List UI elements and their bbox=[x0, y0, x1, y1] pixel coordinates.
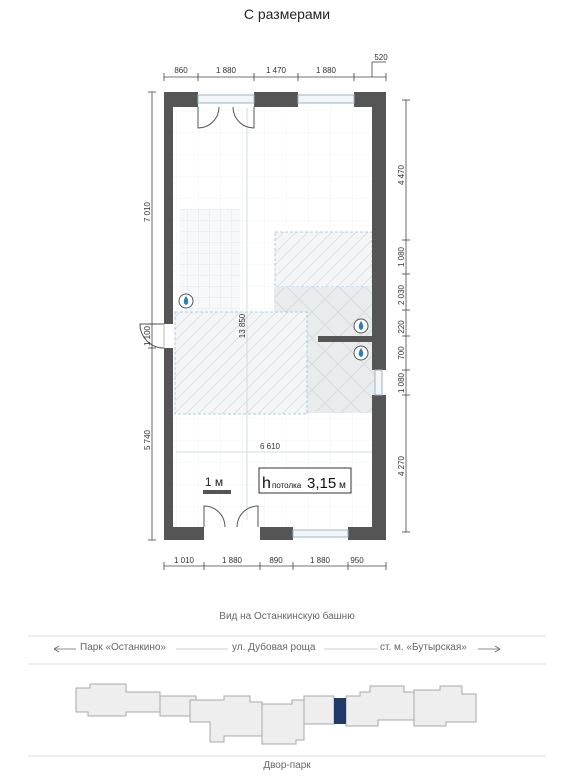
street-center-label: ул. Дубовая роща bbox=[232, 642, 316, 653]
page-title: С размерами bbox=[243, 6, 331, 22]
total-width: 6 610 bbox=[259, 442, 281, 451]
ceiling-unit: м bbox=[339, 480, 346, 491]
dim-top-2: 1 880 bbox=[215, 66, 237, 75]
dim-bottom-4: 1 880 bbox=[309, 556, 331, 565]
dim-right-7: 4 270 bbox=[397, 455, 406, 477]
ceiling-label: потолка bbox=[272, 481, 302, 490]
dim-right-4: 220 bbox=[397, 320, 406, 334]
ceiling-symbol: h bbox=[262, 475, 271, 492]
total-length: 13 850 bbox=[238, 313, 247, 339]
dim-right-5: 700 bbox=[397, 346, 406, 360]
water-drop-icon bbox=[354, 319, 368, 333]
dim-top-3: 1 470 bbox=[265, 66, 287, 75]
dim-line-left bbox=[148, 92, 156, 540]
courtyard-label: Двор-парк bbox=[263, 760, 311, 771]
bathroom-zone bbox=[275, 232, 372, 287]
dim-bottom-3: 890 bbox=[269, 556, 283, 565]
dim-bottom-1: 1 010 bbox=[173, 556, 195, 565]
dim-bottom-5: 950 bbox=[350, 556, 364, 565]
dim-right-1: 4 470 bbox=[397, 164, 406, 186]
dim-left-3: 5 740 bbox=[143, 429, 152, 451]
street-row bbox=[54, 642, 500, 656]
ceiling-value: 3,15 bbox=[307, 475, 337, 492]
selected-apartment-marker bbox=[334, 698, 346, 724]
dim-top-5: 520 bbox=[374, 53, 388, 62]
building-footprint bbox=[76, 684, 476, 744]
dim-right-6: 1 080 bbox=[397, 372, 406, 394]
scale-bar bbox=[203, 490, 231, 494]
scale-label: 1 м bbox=[204, 475, 224, 489]
dim-bottom-2: 1 880 bbox=[221, 556, 243, 565]
water-drop-icon bbox=[354, 346, 368, 360]
dim-right-3: 2 030 bbox=[397, 284, 406, 306]
dim-top-1: 860 bbox=[174, 66, 188, 75]
dim-left-2: 1 100 bbox=[143, 325, 152, 347]
view-caption: Вид на Останкинскую башню bbox=[219, 611, 355, 622]
dim-top-4: 1 880 bbox=[315, 66, 337, 75]
street-right-label: ст. м. «Бутырская» bbox=[380, 642, 467, 653]
dim-right-2: 1 080 bbox=[397, 246, 406, 268]
street-left-label: Парк «Останкино» bbox=[80, 642, 166, 653]
water-drop-icon bbox=[179, 294, 193, 308]
dim-left-1: 7 010 bbox=[143, 201, 152, 223]
